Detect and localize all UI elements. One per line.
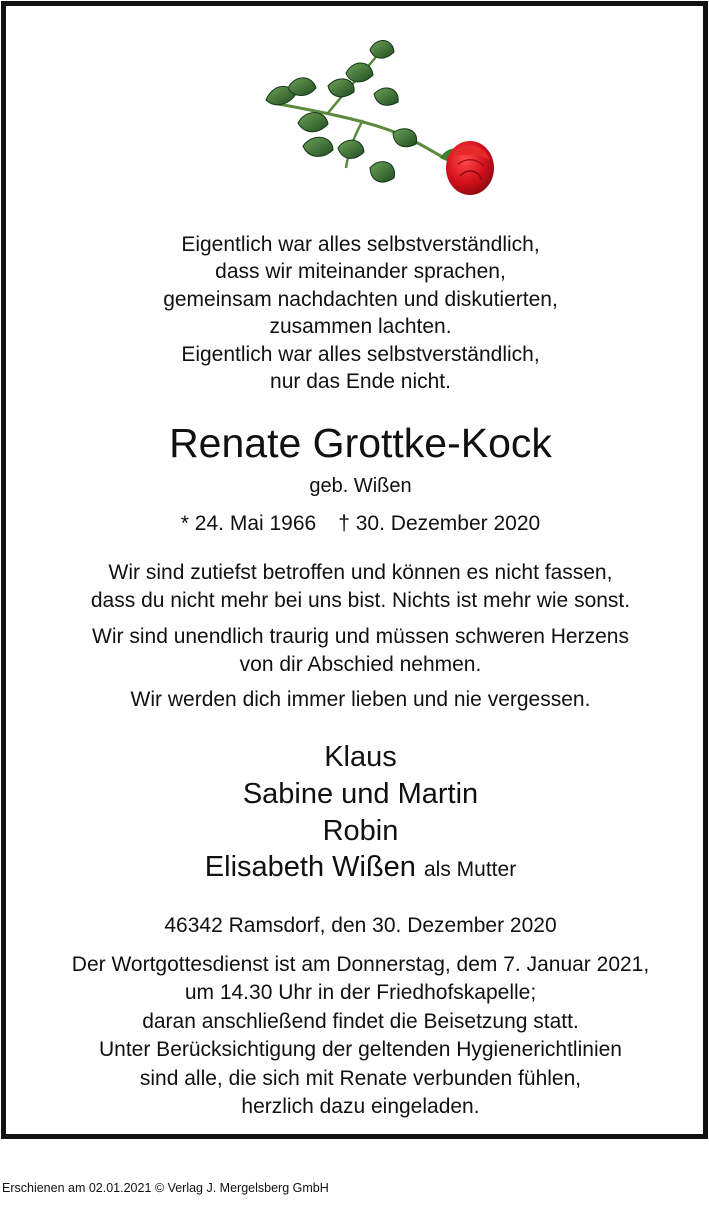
poem-line: dass wir miteinander sprachen, (215, 260, 506, 284)
message-line: Wir sind zutiefst betroffen und können es nicht fassen, (108, 561, 613, 584)
birth-date: * 24. Mai 1966 (180, 512, 317, 535)
message-line: dass du nicht mehr bei uns bist. Nichts ist mehr wie sonst. (90, 589, 631, 613)
mourner-name: Elisabeth Wißen (204, 851, 416, 884)
service-line: daran anschließend findet die Beisetzung statt. (142, 1009, 579, 1033)
service-line: Unter Berücksichtigung der geltenden Hygienerichtlinien (99, 1038, 622, 1062)
deceased-name: Renate Grottke-Kock (169, 420, 552, 466)
message-paragraph (6, 686, 709, 714)
message-paragraph (6, 559, 709, 616)
message-line: Wir sind unendlich traurig und müssen schweren Herzens (92, 625, 629, 648)
message-line: von dir Abschied nehmen. (239, 653, 482, 677)
death-date: † 30. Dezember 2020 (338, 512, 541, 535)
mourners-list (6, 739, 709, 889)
poem-line: nur das Ende nicht. (270, 370, 451, 394)
rose-image (178, 28, 508, 203)
service-line: Der Wortgottesdienst ist am Donnerstag, dem 7. Januar 2021, (71, 953, 650, 976)
poem-line: zusammen lachten. (269, 315, 452, 339)
place-date: 46342 Ramsdorf, den 30. Dezember 2020 (164, 914, 557, 937)
mourner-name: Sabine und Martin (242, 777, 479, 810)
service-info (6, 951, 709, 1121)
obituary-frame (1, 1, 708, 1139)
publication-footer: Erschienen am 02.01.2021 © Verlag J. Mergelsberg GmbH (2, 1181, 329, 1195)
service-line: sind alle, die sich mit Renate verbunden fühlen, (139, 1066, 582, 1090)
birth-name: geb. Wißen (309, 475, 412, 497)
mourner-name: Robin (322, 814, 399, 847)
message-paragraph (6, 623, 709, 680)
poem-line: Eigentlich war alles selbstverständlich, (181, 342, 540, 366)
life-dates (6, 510, 709, 537)
mourner-name: Klaus (324, 741, 397, 773)
message-line: Wir werden dich immer lieben und nie vergessen. (130, 688, 591, 711)
poem (6, 231, 709, 395)
poem-line: gemeinsam nachdachten und diskutierten, (163, 287, 558, 311)
mourner-row (6, 849, 709, 889)
mourner-relation: als Mutter (424, 858, 517, 882)
poem-line: Eigentlich war alles selbstverständlich, (181, 233, 540, 256)
service-line: herzlich dazu eingeladen. (241, 1095, 480, 1119)
service-line: um 14.30 Uhr in der Friedhofskapelle; (184, 981, 537, 1005)
